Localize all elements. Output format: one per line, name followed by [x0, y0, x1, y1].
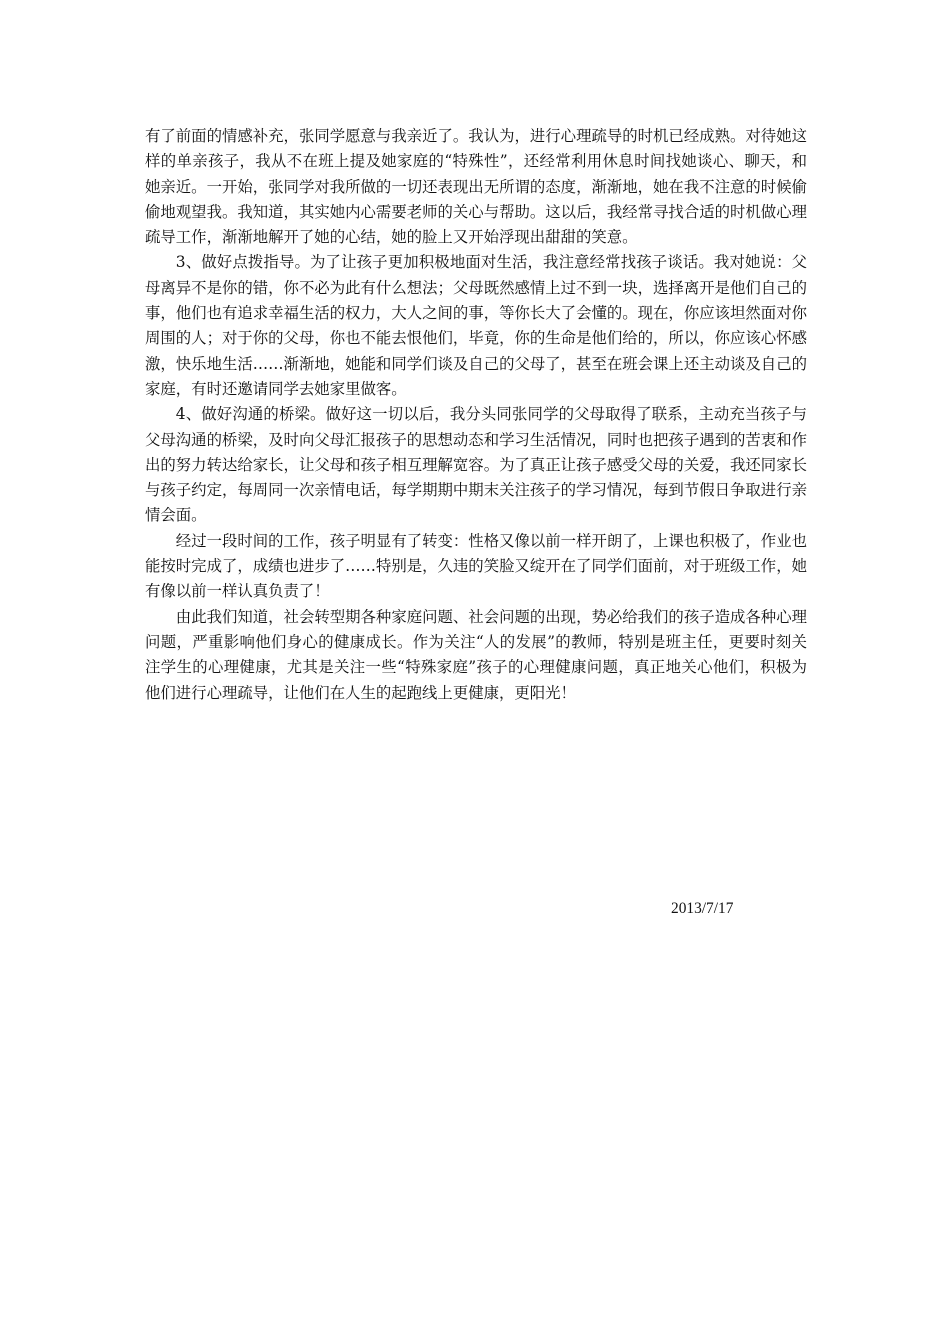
- document-body: [145, 124, 807, 706]
- paragraph-result: 经过一段时间的工作，孩子明显有了转变：性格又像以前一样开朗了，上课也积极了，作业也能按时完成了，成绩也进步了……特别是，久违的笑脸又绽开在了同学们面前，对于班级工作，她有像以前一样认真负责了！: [145, 531, 807, 601]
- paragraph-conclusion: 由此我们知道，社会转型期各种家庭问题、社会问题的出现，势必给我们的孩子造成各种心理问题，严重影响他们身心的健康成长。作为关注“人的发展”的教师，特别是班主任，更要时刻关注学生的心理健康，尤其是关注一些“特殊家庭”孩子的心理健康问题，真正地关心他们，积极为他们进行心理疏导，让他们在人生的起跑线上更健康，更阳光！: [145, 607, 807, 702]
- paragraph-guidance: 3、做好点拨指导。为了让孩子更加积极地面对生活，我注意经常找孩子谈话。我对她说：父母离异不是你的错，你不必为此有什么想法；父母既然感情上过不到一块，选择离开是他们自己的事，他们也有追求幸福生活的权力，大人之间的事，等你长大了会懂的。现在，你应该坦然面对你周围的人；对于你的父母，你也不能去恨他们，毕竟，你的生命是他们给的，所以，你应该心怀感激，快乐地生活……渐渐地，她能和同学们谈及自己的父母了，甚至在班会课上还主动谈及自己的家庭，有时还邀请同学去她家里做客。: [145, 253, 807, 398]
- paragraph-communication-bridge: 4、做好沟通的桥梁。做好这一切以后，我分头同张同学的父母取得了联系，主动充当孩子与父母沟通的桥梁，及时向父母汇报孩子的思想动态和学习生活情况，同时也把孩子遇到的苦衷和作出的努力转达给家长，让父母和孩子相互理解宽容。为了真正让孩子感受父母的关爱，我还同家长与孩子约定，每周同一次亲情电话，每学期期中期末关注孩子的学习情况，每到节假日争取进行亲情会面。: [145, 405, 807, 525]
- paragraph-emotional-support: 有了前面的情感补充，张同学愿意与我亲近了。我认为，进行心理疏导的时机已经成熟。对待她这样的单亲孩子，我从不在班上提及她家庭的“特殊性”，还经常利用休息时间找她谈心、聊天，和她亲近。一开始，张同学对我所做的一切还表现出无所谓的态度，渐渐地，她在我不注意的时候偷偷地观望我。我知道，其实她内心需要老师的关心与帮助。这以后，我经常寻找合适的时机做心理疏导工作，渐渐地解开了她的心结，她的脸上又开始浮现出甜甜的笑意。: [145, 127, 807, 247]
- document-date: 2013/7/17: [671, 900, 734, 917]
